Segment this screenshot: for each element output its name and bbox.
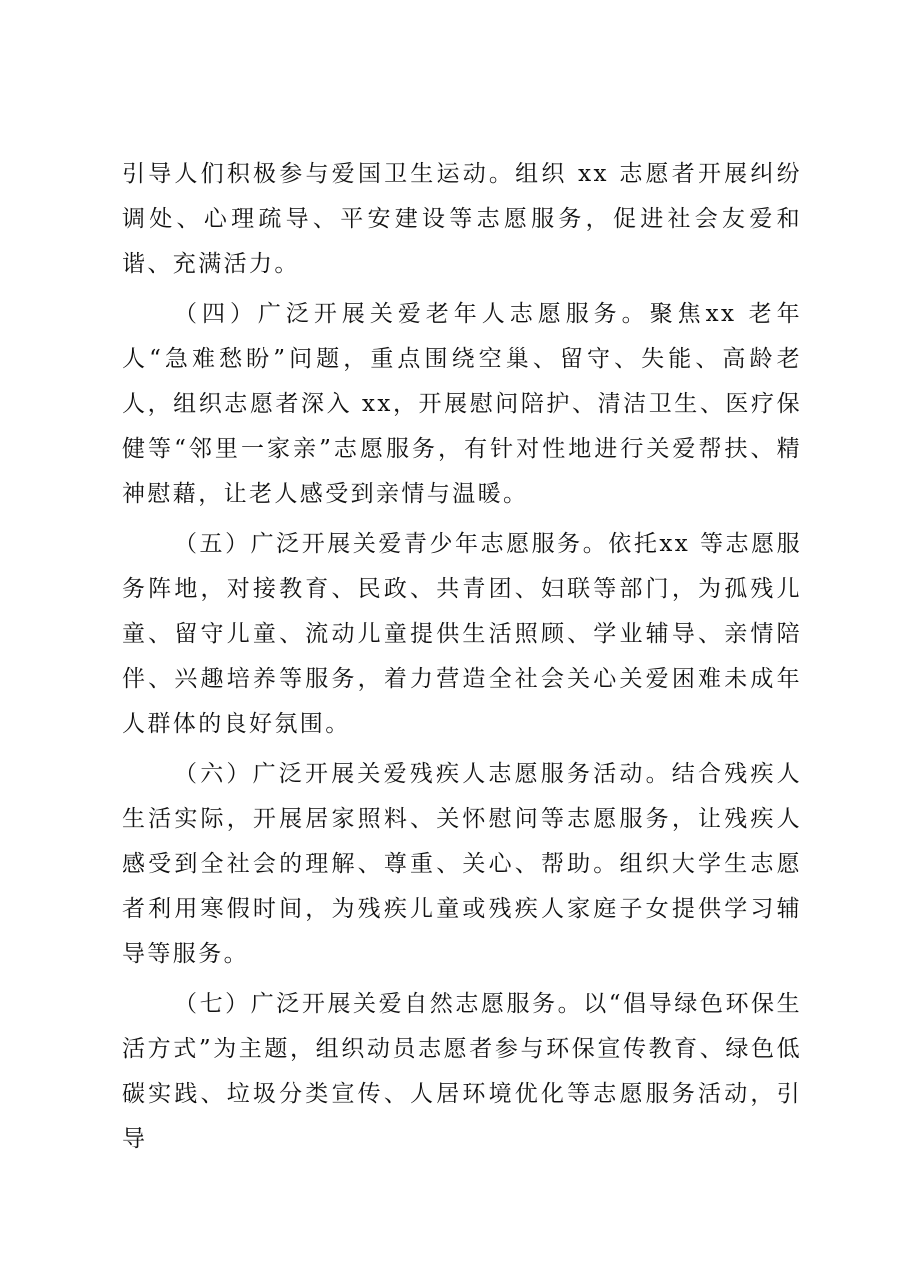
document-body: [122, 152, 802, 1167]
paragraph-section-5: （五）广泛开展关爱青少年志愿服务。依托xx 等志愿服务阵地，对接教育、民政、共青团、妇联等部门，为孤残儿童、留守儿童、流动儿童提供生活照顾、学业辅导、亲情陪伴、兴趣培养等服务，着力营造全社会关心关爱困难未成年人群体的良好氛围。: [122, 531, 802, 737]
paragraph-section-7: （七）广泛开展关爱自然志愿服务。以“倡导绿色环保生活方式”为主题，组织动员志愿者参与环保宣传教育、绿色低碳实践、垃圾分类宣传、人居环境优化等志愿服务活动，引导: [122, 991, 802, 1152]
paragraph-section-4: （四）广泛开展关爱老年人志愿服务。聚焦xx 老年人“急难愁盼”问题，重点围绕空巢、留守、失能、高龄老人，组织志愿者深入 xx，开展慰问陪护、清洁卫生、医疗保健等“邻里一家亲”志愿服务，有针对性地进行关爱帮扶、精神慰藉，让老人感受到亲情与温暖。: [122, 301, 802, 507]
paragraph-continuation: 引导人们积极参与爱国卫生运动。组织 xx 志愿者开展纠纷调处、心理疏导、平安建设等志愿服务，促进社会友爱和谐、充满活力。: [122, 161, 802, 277]
paragraph-section-6: （六）广泛开展关爱残疾人志愿服务活动。结合残疾人生活实际，开展居家照料、关怀慰问等志愿服务，让残疾人感受到全社会的理解、尊重、关心、帮助。组织大学生志愿者利用寒假时间，为残疾儿童或残疾人家庭子女提供学习辅导等服务。: [122, 761, 802, 967]
